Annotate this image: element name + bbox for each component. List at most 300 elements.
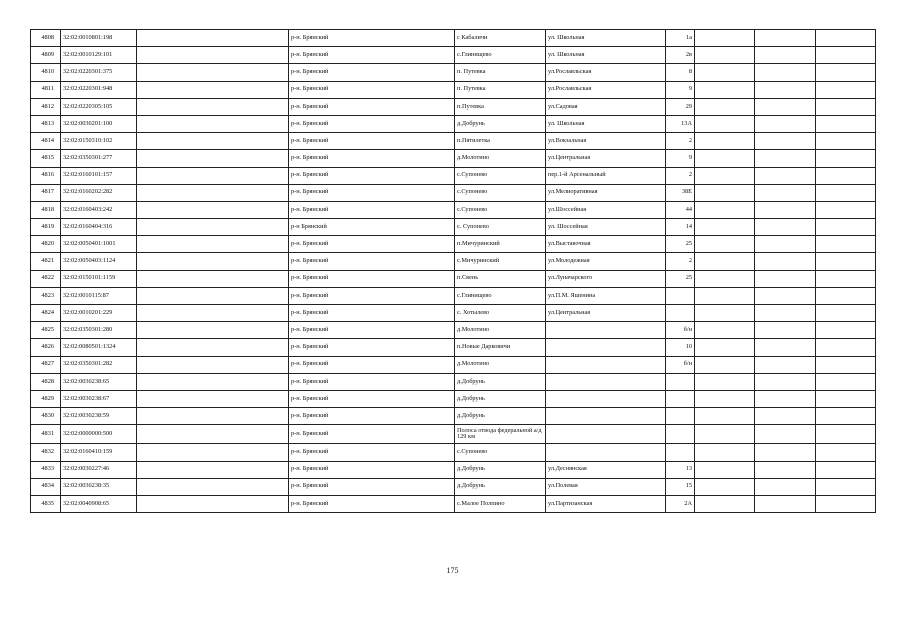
- locality-cell: с.Глинищево: [455, 287, 546, 304]
- empty-cell: [695, 167, 755, 184]
- cadastral-number-cell: 32:02:0010801:198: [61, 30, 137, 47]
- empty-cell: [816, 81, 876, 98]
- row-number-cell: 4831: [31, 425, 61, 444]
- house-number-cell: 8: [666, 64, 695, 81]
- house-number-cell: б/н: [666, 322, 695, 339]
- table-row: [31, 253, 876, 270]
- row-number-cell: 4808: [31, 30, 61, 47]
- street-cell: ул.Центральная: [546, 150, 666, 167]
- cadastral-number-cell: 32:02:0050401:1001: [61, 236, 137, 253]
- locality-cell: п. Путевка: [455, 81, 546, 98]
- empty-cell: [137, 444, 289, 461]
- district-cell: р-н. Брянский: [289, 64, 455, 81]
- district-cell: р-н. Брянский: [289, 30, 455, 47]
- district-cell: р-н. Брянский: [289, 373, 455, 390]
- row-number-cell: 4824: [31, 305, 61, 322]
- empty-cell: [755, 425, 816, 444]
- street-cell: ул.Рославльская: [546, 64, 666, 81]
- locality-cell: с.Супонево: [455, 444, 546, 461]
- district-cell: р-н. Брянский: [289, 339, 455, 356]
- row-number-cell: 4830: [31, 408, 61, 425]
- street-cell: ул.Молодежная: [546, 253, 666, 270]
- locality-cell: д.Добрунь: [455, 115, 546, 132]
- property-registry-table: [30, 29, 876, 513]
- table-row: [31, 150, 876, 167]
- street-cell: ул.Садовая: [546, 98, 666, 115]
- empty-cell: [695, 339, 755, 356]
- empty-cell: [137, 201, 289, 218]
- empty-cell: [695, 305, 755, 322]
- empty-cell: [816, 236, 876, 253]
- empty-cell: [816, 184, 876, 201]
- table-row: [31, 356, 876, 373]
- cadastral-number-cell: 32:02:0160410:159: [61, 444, 137, 461]
- empty-cell: [816, 47, 876, 64]
- house-number-cell: 38Е: [666, 184, 695, 201]
- cadastral-number-cell: 32:02:0220301:375: [61, 64, 137, 81]
- locality-cell: п.Новые Дарковичи: [455, 339, 546, 356]
- district-cell: р-н. Брянский: [289, 478, 455, 495]
- table-row: [31, 236, 876, 253]
- table-row: [31, 270, 876, 287]
- empty-cell: [816, 30, 876, 47]
- empty-cell: [695, 444, 755, 461]
- district-cell: р-н. Брянский: [289, 322, 455, 339]
- cadastral-number-cell: 32:02:0030238:65: [61, 373, 137, 390]
- empty-cell: [816, 305, 876, 322]
- house-number-cell: 13: [666, 461, 695, 478]
- empty-cell: [137, 339, 289, 356]
- house-number-cell: 2: [666, 167, 695, 184]
- empty-cell: [755, 81, 816, 98]
- empty-cell: [695, 356, 755, 373]
- empty-cell: [755, 133, 816, 150]
- row-number-cell: 4822: [31, 270, 61, 287]
- empty-cell: [755, 461, 816, 478]
- empty-cell: [755, 305, 816, 322]
- row-number-cell: 4821: [31, 253, 61, 270]
- empty-cell: [755, 184, 816, 201]
- cadastral-number-cell: 32:02:0000000:500: [61, 425, 137, 444]
- house-number-cell: 14: [666, 219, 695, 236]
- empty-cell: [695, 495, 755, 512]
- empty-cell: [137, 287, 289, 304]
- street-cell: ул. Школьная: [546, 115, 666, 132]
- empty-cell: [695, 47, 755, 64]
- street-cell: ул. Школьная: [546, 30, 666, 47]
- street-cell: ул.Луначарского: [546, 270, 666, 287]
- empty-cell: [816, 98, 876, 115]
- district-cell: р-н. Брянский: [289, 236, 455, 253]
- district-cell: р-н. Брянский: [289, 253, 455, 270]
- street-cell: [546, 425, 666, 444]
- empty-cell: [755, 408, 816, 425]
- empty-cell: [816, 495, 876, 512]
- locality-cell: п.Свень: [455, 270, 546, 287]
- row-number-cell: 4834: [31, 478, 61, 495]
- street-cell: ул. Шоссейная: [546, 219, 666, 236]
- empty-cell: [816, 219, 876, 236]
- locality-cell: с. Хотылево: [455, 305, 546, 322]
- table-row: [31, 184, 876, 201]
- table-row: [31, 408, 876, 425]
- table-row: [31, 444, 876, 461]
- empty-cell: [816, 115, 876, 132]
- table-row: [31, 219, 876, 236]
- table-row: [31, 373, 876, 390]
- district-cell: р-н. Брянский: [289, 98, 455, 115]
- cadastral-number-cell: 32:02:0160404:316: [61, 219, 137, 236]
- empty-cell: [816, 133, 876, 150]
- row-number-cell: 4813: [31, 115, 61, 132]
- cadastral-number-cell: 32:02:0010115:87: [61, 287, 137, 304]
- cadastral-number-cell: 32:02:0010201:229: [61, 305, 137, 322]
- house-number-cell: 2: [666, 253, 695, 270]
- table-row: [31, 81, 876, 98]
- street-cell: ул.Полевая: [546, 478, 666, 495]
- district-cell: р-н. Брянский: [289, 495, 455, 512]
- table-row: [31, 339, 876, 356]
- house-number-cell: [666, 444, 695, 461]
- empty-cell: [137, 270, 289, 287]
- empty-cell: [816, 356, 876, 373]
- locality-cell: д.Добрунь: [455, 461, 546, 478]
- district-cell: р-н Брянский: [289, 219, 455, 236]
- street-cell: пер.1-й Арсенальный: [546, 167, 666, 184]
- locality-cell: д.Добрунь: [455, 390, 546, 407]
- cadastral-number-cell: 32:02:0350301:282: [61, 356, 137, 373]
- empty-cell: [816, 253, 876, 270]
- empty-cell: [695, 64, 755, 81]
- empty-cell: [695, 30, 755, 47]
- empty-cell: [816, 167, 876, 184]
- house-number-cell: 13А: [666, 115, 695, 132]
- district-cell: р-н. Брянский: [289, 356, 455, 373]
- empty-cell: [755, 98, 816, 115]
- empty-cell: [755, 495, 816, 512]
- cadastral-number-cell: 32:02:0030238:59: [61, 408, 137, 425]
- empty-cell: [695, 81, 755, 98]
- empty-cell: [695, 373, 755, 390]
- street-cell: [546, 356, 666, 373]
- cadastral-number-cell: 32:02:0080501:1324: [61, 339, 137, 356]
- district-cell: р-н. Брянский: [289, 287, 455, 304]
- district-cell: р-н. Брянский: [289, 461, 455, 478]
- row-number-cell: 4811: [31, 81, 61, 98]
- table-row: [31, 201, 876, 218]
- empty-cell: [695, 408, 755, 425]
- cadastral-number-cell: 32:02:0160202:282: [61, 184, 137, 201]
- street-cell: [546, 408, 666, 425]
- house-number-cell: [666, 408, 695, 425]
- row-number-cell: 4817: [31, 184, 61, 201]
- district-cell: р-н. Брянский: [289, 81, 455, 98]
- row-number-cell: 4815: [31, 150, 61, 167]
- row-number-cell: 4809: [31, 47, 61, 64]
- locality-cell: п.Пятилетка: [455, 133, 546, 150]
- locality-cell: д.Добрунь: [455, 373, 546, 390]
- table-row: [31, 30, 876, 47]
- empty-cell: [137, 133, 289, 150]
- empty-cell: [755, 201, 816, 218]
- empty-cell: [755, 64, 816, 81]
- empty-cell: [755, 287, 816, 304]
- empty-cell: [137, 115, 289, 132]
- district-cell: р-н. Брянский: [289, 201, 455, 218]
- table-row: [31, 425, 876, 444]
- cadastral-number-cell: 32:02:0220301:948: [61, 81, 137, 98]
- document-page: [30, 29, 875, 513]
- row-number-cell: 4812: [31, 98, 61, 115]
- locality-cell: п.Путевка: [455, 98, 546, 115]
- cadastral-number-cell: 32:02:0220305:105: [61, 98, 137, 115]
- empty-cell: [137, 425, 289, 444]
- empty-cell: [137, 219, 289, 236]
- locality-cell: Полоса отвода федеральной а/д 129 км: [455, 425, 546, 444]
- locality-cell: п. Путевка: [455, 64, 546, 81]
- row-number-cell: 4832: [31, 444, 61, 461]
- table-row: [31, 495, 876, 512]
- street-cell: ул.Рославльская: [546, 81, 666, 98]
- row-number-cell: 4826: [31, 339, 61, 356]
- house-number-cell: 9: [666, 81, 695, 98]
- street-cell: ул.Шоссейная: [546, 201, 666, 218]
- house-number-cell: 10: [666, 339, 695, 356]
- table-row: [31, 115, 876, 132]
- house-number-cell: 2в: [666, 47, 695, 64]
- cadastral-number-cell: 32:02:0030238:35: [61, 478, 137, 495]
- empty-cell: [755, 356, 816, 373]
- empty-cell: [816, 373, 876, 390]
- row-number-cell: 4820: [31, 236, 61, 253]
- cadastral-number-cell: 32:02:0050403:1124: [61, 253, 137, 270]
- empty-cell: [816, 201, 876, 218]
- empty-cell: [137, 495, 289, 512]
- street-cell: [546, 373, 666, 390]
- empty-cell: [137, 305, 289, 322]
- empty-cell: [137, 47, 289, 64]
- table-row: [31, 287, 876, 304]
- district-cell: р-н. Брянский: [289, 270, 455, 287]
- empty-cell: [816, 425, 876, 444]
- house-number-cell: 15: [666, 478, 695, 495]
- street-cell: ул.П.М. Яшенина: [546, 287, 666, 304]
- empty-cell: [695, 322, 755, 339]
- house-number-cell: 2А: [666, 495, 695, 512]
- house-number-cell: 2: [666, 133, 695, 150]
- district-cell: р-н. Брянский: [289, 133, 455, 150]
- district-cell: р-н. Брянский: [289, 305, 455, 322]
- empty-cell: [137, 167, 289, 184]
- empty-cell: [816, 390, 876, 407]
- empty-cell: [137, 390, 289, 407]
- empty-cell: [137, 461, 289, 478]
- row-number-cell: 4818: [31, 201, 61, 218]
- empty-cell: [137, 408, 289, 425]
- cadastral-number-cell: 32:02:0030238:67: [61, 390, 137, 407]
- cadastral-number-cell: 32:02:0040908:65: [61, 495, 137, 512]
- row-number-cell: 4810: [31, 64, 61, 81]
- empty-cell: [755, 253, 816, 270]
- empty-cell: [755, 390, 816, 407]
- street-cell: [546, 339, 666, 356]
- table-body: [31, 30, 876, 513]
- row-number-cell: 4823: [31, 287, 61, 304]
- table-row: [31, 133, 876, 150]
- district-cell: р-н. Брянский: [289, 444, 455, 461]
- cadastral-number-cell: 32:02:0160403:242: [61, 201, 137, 218]
- table-row: [31, 478, 876, 495]
- empty-cell: [755, 322, 816, 339]
- empty-cell: [137, 322, 289, 339]
- table-row: [31, 305, 876, 322]
- empty-cell: [137, 236, 289, 253]
- cadastral-number-cell: 32:02:0350301:280: [61, 322, 137, 339]
- empty-cell: [816, 64, 876, 81]
- table-row: [31, 64, 876, 81]
- street-cell: ул.Вокзальная: [546, 133, 666, 150]
- empty-cell: [695, 219, 755, 236]
- row-number-cell: 4819: [31, 219, 61, 236]
- cadastral-number-cell: 32:02:0350301:277: [61, 150, 137, 167]
- empty-cell: [137, 373, 289, 390]
- empty-cell: [755, 444, 816, 461]
- house-number-cell: [666, 390, 695, 407]
- district-cell: р-н. Брянский: [289, 425, 455, 444]
- house-number-cell: [666, 425, 695, 444]
- empty-cell: [755, 150, 816, 167]
- row-number-cell: 4825: [31, 322, 61, 339]
- house-number-cell: 25: [666, 236, 695, 253]
- house-number-cell: [666, 287, 695, 304]
- cadastral-number-cell: 32:02:0030201:100: [61, 115, 137, 132]
- empty-cell: [137, 150, 289, 167]
- district-cell: р-н. Брянский: [289, 150, 455, 167]
- empty-cell: [137, 253, 289, 270]
- street-cell: ул.Деснянская: [546, 461, 666, 478]
- empty-cell: [695, 478, 755, 495]
- house-number-cell: 25: [666, 270, 695, 287]
- cadastral-number-cell: 32:02:0030227:46: [61, 461, 137, 478]
- empty-cell: [755, 373, 816, 390]
- cadastral-number-cell: 32:02:0150101:1159: [61, 270, 137, 287]
- empty-cell: [695, 184, 755, 201]
- district-cell: р-н. Брянский: [289, 408, 455, 425]
- cadastral-number-cell: 32:02:0150310:102: [61, 133, 137, 150]
- district-cell: р-н. Брянский: [289, 47, 455, 64]
- street-cell: [546, 322, 666, 339]
- empty-cell: [755, 478, 816, 495]
- locality-cell: с.Глинищево: [455, 47, 546, 64]
- empty-cell: [695, 236, 755, 253]
- locality-cell: д.Добрунь: [455, 408, 546, 425]
- empty-cell: [695, 425, 755, 444]
- empty-cell: [695, 133, 755, 150]
- empty-cell: [816, 150, 876, 167]
- row-number-cell: 4835: [31, 495, 61, 512]
- row-number-cell: 4827: [31, 356, 61, 373]
- locality-cell: п.Мичуринский: [455, 236, 546, 253]
- row-number-cell: 4816: [31, 167, 61, 184]
- table-row: [31, 390, 876, 407]
- empty-cell: [137, 184, 289, 201]
- empty-cell: [695, 390, 755, 407]
- empty-cell: [755, 219, 816, 236]
- locality-cell: с.Малое Полпино: [455, 495, 546, 512]
- locality-cell: с.Супонево: [455, 201, 546, 218]
- street-cell: ул.Центральная: [546, 305, 666, 322]
- house-number-cell: 1а: [666, 30, 695, 47]
- empty-cell: [137, 30, 289, 47]
- house-number-cell: 29: [666, 98, 695, 115]
- empty-cell: [816, 287, 876, 304]
- street-cell: ул.Выставочная: [546, 236, 666, 253]
- district-cell: р-н. Брянский: [289, 390, 455, 407]
- cadastral-number-cell: 32:02:0010129:101: [61, 47, 137, 64]
- empty-cell: [755, 270, 816, 287]
- row-number-cell: 4814: [31, 133, 61, 150]
- table-row: [31, 322, 876, 339]
- table-row: [31, 461, 876, 478]
- locality-cell: д.Молотино: [455, 150, 546, 167]
- empty-cell: [816, 478, 876, 495]
- row-number-cell: 4833: [31, 461, 61, 478]
- district-cell: р-н. Брянский: [289, 115, 455, 132]
- empty-cell: [816, 408, 876, 425]
- cadastral-number-cell: 32:02:0160101:157: [61, 167, 137, 184]
- district-cell: р-н. Брянский: [289, 167, 455, 184]
- empty-cell: [816, 339, 876, 356]
- table-row: [31, 47, 876, 64]
- empty-cell: [137, 356, 289, 373]
- locality-cell: с.Супонево: [455, 167, 546, 184]
- house-number-cell: б/н: [666, 356, 695, 373]
- street-cell: ул. Школьная: [546, 47, 666, 64]
- empty-cell: [137, 64, 289, 81]
- locality-cell: с.Супонево: [455, 184, 546, 201]
- empty-cell: [695, 461, 755, 478]
- row-number-cell: 4829: [31, 390, 61, 407]
- street-cell: ул.Партизанская: [546, 495, 666, 512]
- empty-cell: [755, 236, 816, 253]
- empty-cell: [137, 478, 289, 495]
- page-number: 175: [446, 566, 459, 575]
- empty-cell: [816, 461, 876, 478]
- empty-cell: [816, 444, 876, 461]
- empty-cell: [695, 150, 755, 167]
- street-cell: ул.Мелиоративная: [546, 184, 666, 201]
- locality-cell: с. Супонево: [455, 219, 546, 236]
- street-cell: [546, 444, 666, 461]
- house-number-cell: [666, 305, 695, 322]
- locality-cell: с Кабаличи: [455, 30, 546, 47]
- empty-cell: [755, 47, 816, 64]
- locality-cell: с.Мичуринский: [455, 253, 546, 270]
- table-row: [31, 98, 876, 115]
- empty-cell: [137, 98, 289, 115]
- empty-cell: [695, 287, 755, 304]
- empty-cell: [816, 270, 876, 287]
- house-number-cell: [666, 373, 695, 390]
- empty-cell: [695, 253, 755, 270]
- empty-cell: [755, 339, 816, 356]
- house-number-cell: 44: [666, 201, 695, 218]
- locality-cell: д.Молотино: [455, 322, 546, 339]
- empty-cell: [755, 115, 816, 132]
- empty-cell: [695, 201, 755, 218]
- empty-cell: [755, 167, 816, 184]
- street-cell: [546, 390, 666, 407]
